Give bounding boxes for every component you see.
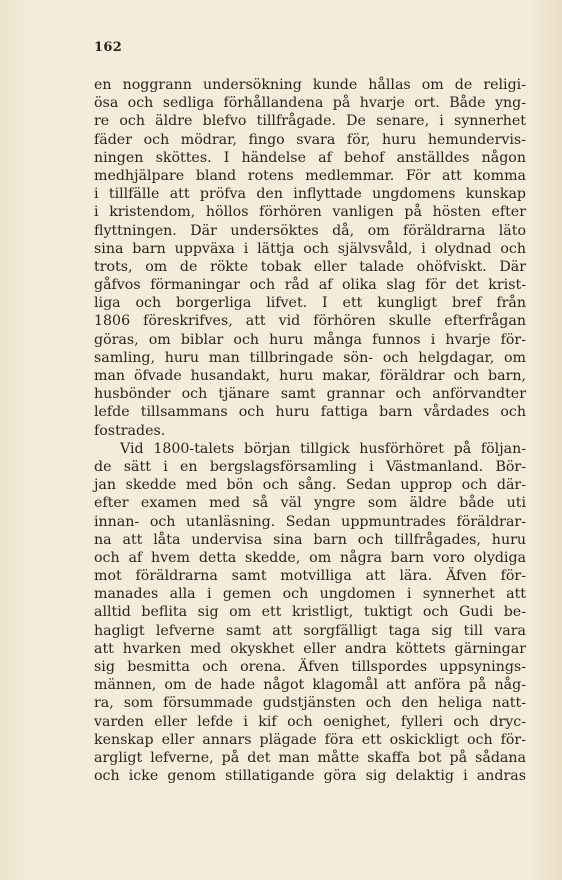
text-line: fostrades.: [94, 422, 166, 439]
text-line: trots, om de rökte tobak eller talade ohöfviskt. Där: [94, 258, 526, 275]
text-line: ra, som försummade gudstjänsten och den heliga natt-: [94, 695, 526, 712]
text-line: hagligt lefverne samt att sorgfälligt taga sig till vara: [94, 622, 526, 639]
text-line: i tillfälle att pröfva den inflyttade ungdomens kunskap: [94, 186, 526, 203]
text-line: alltid beflita sig om ett kristligt, tuktigt och Gudi be-: [94, 604, 526, 621]
text-line: och af hvem detta skedde, om några barn voro olydiga: [94, 549, 526, 566]
text-line: och icke genom stillatigande göra sig delaktig i andras: [94, 768, 526, 785]
text-line: sina barn uppväxa i lättja och självsvåld, i olydnad och: [94, 240, 526, 257]
body-text: [94, 76, 526, 785]
text-line: argligt lefverne, på det man måtte skaffa bot på sådana: [94, 749, 526, 766]
text-line: samling, huru man tillbringade sön- och helgdagar, om: [94, 349, 526, 366]
text-line: jan skedde med bön och sång. Sedan upprop och där-: [94, 477, 526, 494]
text-line: i kristendom, höllos förhören vanligen på hösten efter: [94, 204, 526, 221]
text-line: männen, om de hade något klagomål att anföra på någ-: [94, 677, 526, 694]
text-line: varden eller lefde i kif och oenighet, fylleri och dryc-: [94, 713, 526, 730]
text-line: de sätt i en bergslagsförsamling i Västmanland. Bör-: [94, 458, 526, 475]
text-line: re och äldre blefvo tillfrågade. De senare, i synnerhet: [94, 113, 526, 130]
text-line: efter examen med så väl yngre som äldre både uti: [94, 495, 526, 512]
text-line: sig besmitta och orena. Äfven tillspordes uppsynings-: [94, 659, 526, 675]
text-line: Vid 1800-talets början tillgick husförhöret på följan-: [120, 440, 526, 457]
text-line: innan- och utanläsning. Sedan uppmuntrades föräldrar-: [94, 513, 526, 530]
text-line: att hvarken med okyskhet eller andra köttets gärningar: [94, 640, 526, 657]
text-line: 1806 föreskrifves, att vid förhören skulle efterfrågan: [94, 313, 526, 330]
text-line: mot föräldrarna samt motvilliga att lära. Äfven för-: [94, 568, 526, 585]
text-line: göras, om biblar och huru många funnos i hvarje för-: [94, 331, 526, 348]
text-line: ösa och sedliga förhållandena på hvarje ort. Både yng-: [94, 95, 526, 112]
text-line: ningen sköttes. I händelse af behof anställdes någon: [94, 149, 526, 166]
text-line: liga och borgerliga lifvet. I ett kungligt bref från: [94, 295, 526, 312]
text-line: manades alla i gemen och ungdomen i synnerhet att: [94, 586, 526, 603]
text-line: gåfvos förmaningar och råd af olika slag för det krist-: [94, 277, 526, 294]
text-line: husbönder och tjänare samt grannar och anförvandter: [94, 386, 526, 403]
page-number: 162: [94, 40, 123, 55]
text-line: medhjälpare bland rotens medlemmar. För att komma: [94, 167, 526, 184]
text-line: kenskap eller annars plägade föra ett oskickligt och för-: [94, 731, 526, 748]
text-line: man öfvade husandakt, huru makar, föräldrar och barn,: [94, 368, 526, 384]
text-line: fäder och mödrar, fingo svara för, huru hemundervis-: [94, 131, 526, 148]
text-line: flyttningen. Där undersöktes då, om föräldrarna läto: [94, 222, 526, 239]
text-line: en noggrann undersökning kunde hållas om de religi-: [94, 77, 526, 93]
text-line: na att låta undervisa sina barn och tillfrågades, huru: [94, 531, 526, 548]
text-line: lefde tillsammans och huru fattiga barn vårdades och: [94, 404, 526, 421]
